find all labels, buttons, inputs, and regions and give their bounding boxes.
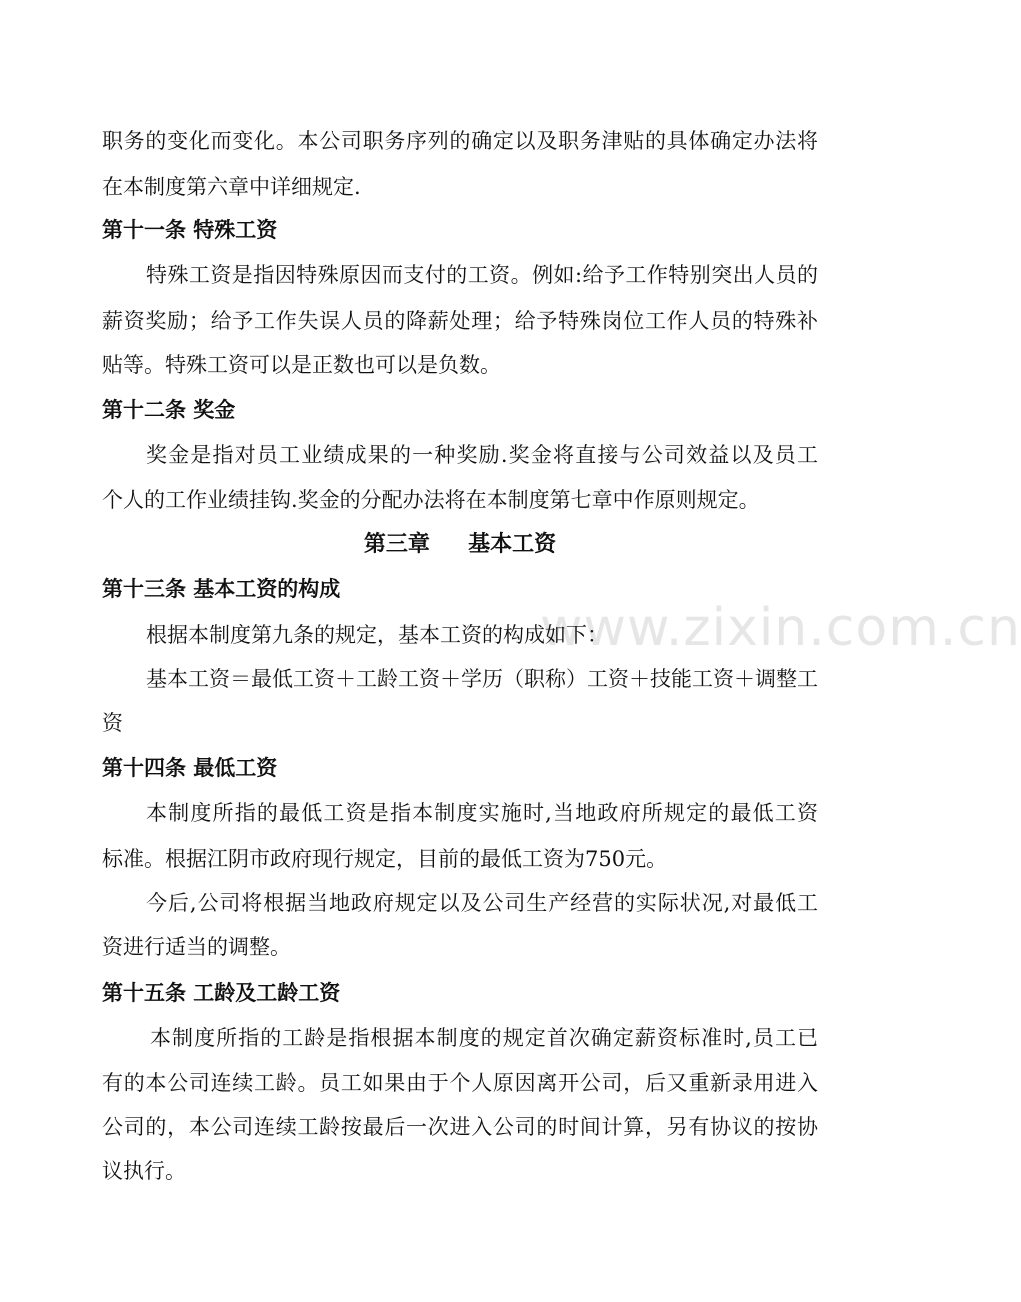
body-line: 今后,公司将根据当地政府规定以及公司生产经营的实际状况,对最低工 [146, 891, 818, 915]
article-heading: 第十五条 工龄及工龄工资 [102, 980, 341, 1005]
body-line: 特殊工资是指因特殊原因而支付的工资。例如:给予工作特别突出人员的 [146, 263, 818, 287]
body-line: 薪资奖励；给予工作失误人员的降薪处理；给予特殊岗位工作人员的特殊补 [102, 309, 818, 333]
watermark: www.zixin.com.cn [540, 598, 1021, 658]
article-heading: 第十二条 奖金 [102, 397, 236, 422]
body-line: 标准。根据江阴市政府现行规定，目前的最低工资为750元。 [102, 847, 668, 871]
body-line: 根据本制度第九条的规定，基本工资的构成如下： [146, 623, 608, 647]
article-heading: 第十四条 最低工资 [102, 755, 278, 780]
body-line: 基本工资＝最低工资＋工龄工资＋学历（职称）工资＋技能工资＋调整工 [146, 667, 818, 691]
body-line: 本制度所指的工龄是指根据本制度的规定首次确定薪资标准时,员工已 [150, 1026, 818, 1050]
body-line: 职务的变化而变化。本公司职务序列的确定以及职务津贴的具体确定办法将 [102, 129, 818, 153]
body-line: 本制度所指的最低工资是指本制度实施时,当地政府所规定的最低工资 [146, 801, 818, 825]
body-line: 资进行适当的调整。 [102, 935, 291, 959]
body-line: 贴等。特殊工资可以是正数也可以是负数。 [102, 353, 501, 377]
article-heading: 第十一条 特殊工资 [102, 217, 278, 242]
body-line: 资 [102, 711, 123, 735]
body-line: 有的本公司连续工龄。员工如果由于个人原因离开公司，后又重新录用进入 [102, 1071, 818, 1095]
article-heading: 第十三条 基本工资的构成 [102, 576, 341, 601]
body-line: 议执行。 [102, 1159, 186, 1183]
chapter-title: 第三章 基本工资 [363, 531, 557, 557]
body-line: 奖金是指对员工业绩成果的一种奖励.奖金将直接与公司效益以及员工 [146, 443, 818, 467]
body-line: 个人的工作业绩挂钩.奖金的分配办法将在本制度第七章中作原则规定。 [102, 488, 760, 512]
body-line: 在本制度第六章中详细规定. [102, 175, 361, 199]
body-line: 公司的，本公司连续工龄按最后一次进入公司的时间计算，另有协议的按协 [102, 1115, 818, 1139]
